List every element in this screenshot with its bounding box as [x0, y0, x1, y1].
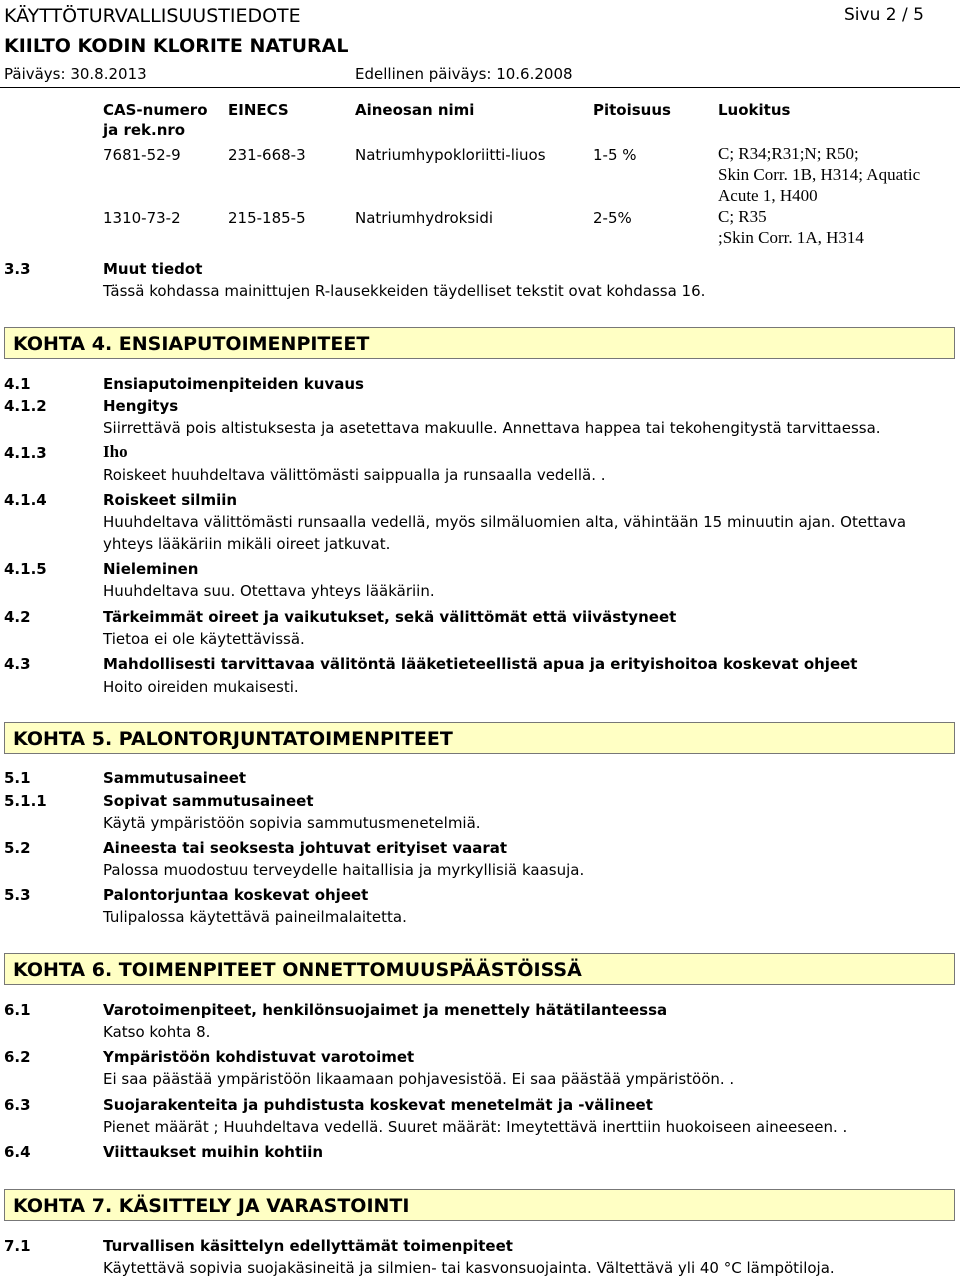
subsection-text: Tulipalossa käytettävä paineilmalaitetta. — [103, 908, 407, 926]
previous-date: Edellinen päiväys: 10.6.2008 — [355, 65, 573, 83]
section-header-7 — [4, 1189, 955, 1221]
cell-concentration: 2-5% — [593, 209, 632, 227]
subsection-text: yhteys lääkäriin mikäli oireet jatkuvat. — [103, 535, 391, 553]
col-header-classification: Luokitus — [718, 101, 791, 119]
subsection-title: Muut tiedot — [103, 260, 203, 278]
subsection-number: 4.1.4 — [4, 491, 47, 509]
subsection-number: 7.1 — [4, 1237, 31, 1255]
section-title: KOHTA 5. PALONTORJUNTATOIMENPITEET — [13, 728, 453, 750]
col-header-name: Aineosan nimi — [355, 101, 475, 119]
subsection-title: Turvallisen käsittelyn edellyttämät toimenpiteet — [103, 1237, 513, 1255]
subsection-text: Siirrettävä pois altistuksesta ja asetettava makuulle. Annettava happea tai tekohengitystä tarvittaessa. — [103, 419, 881, 437]
subsection-title: Mahdollisesti tarvittavaa välitöntä lääketieteellistä apua ja erityishoitoa koskevat ohjeet — [103, 655, 858, 673]
cell-classification: Skin Corr. 1B, H314; Aquatic — [718, 165, 921, 184]
subsection-text: Tietoa ei ole käytettävissä. — [103, 630, 305, 648]
subsection-text: Ei saa päästää ympäristöön likaamaan pohjavesistöä. Ei saa päästää ympäristöön. . — [103, 1070, 735, 1088]
subsection-number: 6.1 — [4, 1001, 31, 1019]
section-header-6 — [4, 953, 955, 985]
subsection-text: Pienet määrät ; Huuhdeltava vedellä. Suuret määrät: Imeytettävä inerttiin huokoiseen aineeseen. . — [103, 1118, 848, 1136]
section-header-5 — [4, 722, 955, 754]
col-header-concentration: Pitoisuus — [593, 101, 671, 119]
page-number: Sivu 2 / 5 — [844, 5, 924, 25]
subsection-number: 4.3 — [4, 655, 31, 673]
subsection-title: Nieleminen — [103, 560, 199, 578]
cell-cas: 1310-73-2 — [103, 209, 181, 227]
section-title: KOHTA 4. ENSIAPUTOIMENPITEET — [13, 333, 370, 355]
cell-einecs: 231-668-3 — [228, 146, 306, 164]
subsection-text: Hoito oireiden mukaisesti. — [103, 678, 299, 696]
subsection-number: 4.1 — [4, 375, 31, 393]
cell-classification: ;Skin Corr. 1A, H314 — [718, 228, 864, 247]
subsection-title: Sammutusaineet — [103, 769, 247, 787]
subsection-text: Katso kohta 8. — [103, 1023, 211, 1041]
cell-classification: C; R34;R31;N; R50; — [718, 144, 859, 163]
document-type-title: KÄYTTÖTURVALLISUUSTIEDOTE — [4, 5, 301, 27]
subsection-title: Roiskeet silmiin — [103, 491, 238, 509]
subsection-title: Hengitys — [103, 397, 179, 415]
section-header-4 — [4, 327, 955, 359]
subsection-text: Käytettävä sopivia suojakäsineitä ja silmien- tai kasvonsuojainta. Vältettävä yli 40 °C lämpötiloja. — [103, 1259, 835, 1277]
cell-substance-name: Natriumhydroksidi — [355, 209, 494, 227]
cell-classification: C; R35 — [718, 207, 767, 226]
subsection-number: 6.4 — [4, 1143, 31, 1161]
section-title: KOHTA 6. TOIMENPITEET ONNETTOMUUSPÄÄSTÖISSÄ — [13, 959, 582, 981]
subsection-title: Iho — [103, 442, 128, 461]
cell-classification: Acute 1, H400 — [718, 186, 818, 205]
col-header-cas: CAS-numero — [103, 101, 208, 119]
subsection-number: 5.3 — [4, 886, 31, 904]
subsection-number: 4.1.5 — [4, 560, 47, 578]
col-header-einecs: EINECS — [228, 101, 289, 119]
subsection-title: Aineesta tai seoksesta johtuvat erityiset vaarat — [103, 839, 508, 857]
subsection-number: 5.1.1 — [4, 792, 47, 810]
cell-einecs: 215-185-5 — [228, 209, 306, 227]
subsection-title: Sopivat sammutusaineet — [103, 792, 314, 810]
section-title: KOHTA 7. KÄSITTELY JA VARASTOINTI — [13, 1195, 410, 1217]
subsection-text: Roiskeet huuhdeltava välittömästi saippualla ja runsaalla vedellä. . — [103, 466, 606, 484]
subsection-number: 4.1.2 — [4, 397, 47, 415]
subsection-text: Käytä ympäristöön sopivia sammutusmenetelmiä. — [103, 814, 481, 832]
subsection-number: 5.2 — [4, 839, 31, 857]
subsection-text: Palossa muodostuu terveydelle haitallisia ja myrkyllisiä kaasuja. — [103, 861, 585, 879]
subsection-title: Tärkeimmät oireet ja vaikutukset, sekä välittömät että viivästyneet — [103, 608, 677, 626]
issue-date: Päiväys: 30.8.2013 — [4, 65, 147, 83]
cell-cas: 7681-52-9 — [103, 146, 181, 164]
subsection-text: Huuhdeltava suu. Otettava yhteys lääkäriin. — [103, 582, 435, 600]
header-divider — [0, 87, 960, 88]
subsection-text: Huuhdeltava välittömästi runsaalla vedellä, myös silmäluomien alta, vähintään 15 minuutin ajan. Otettava — [103, 513, 907, 531]
subsection-title: Ensiaputoimenpiteiden kuvaus — [103, 375, 364, 393]
product-name: KIILTO KODIN KLORITE NATURAL — [4, 35, 349, 57]
subsection-text: Tässä kohdassa mainittujen R-lausekkeiden täydelliset tekstit ovat kohdassa 16. — [103, 282, 706, 300]
subsection-title: Varotoimenpiteet, henkilönsuojaimet ja menettely hätätilanteessa — [103, 1001, 668, 1019]
subsection-title: Suojarakenteita ja puhdistusta koskevat menetelmät ja -välineet — [103, 1096, 653, 1114]
subsection-number: 4.1.3 — [4, 444, 47, 462]
subsection-title: Ympäristöön kohdistuvat varotoimet — [103, 1048, 415, 1066]
subsection-number: 5.1 — [4, 769, 31, 787]
subsection-title: Palontorjuntaa koskevat ohjeet — [103, 886, 369, 904]
col-header-cas-sub: ja rek.nro — [103, 121, 186, 139]
cell-concentration: 1-5 % — [593, 146, 637, 164]
subsection-title: Viittaukset muihin kohtiin — [103, 1143, 324, 1161]
subsection-number: 6.2 — [4, 1048, 31, 1066]
subsection-number: 4.2 — [4, 608, 31, 626]
subsection-number: 6.3 — [4, 1096, 31, 1114]
subsection-number: 3.3 — [4, 260, 31, 278]
cell-substance-name: Natriumhypokloriitti-liuos — [355, 146, 546, 164]
